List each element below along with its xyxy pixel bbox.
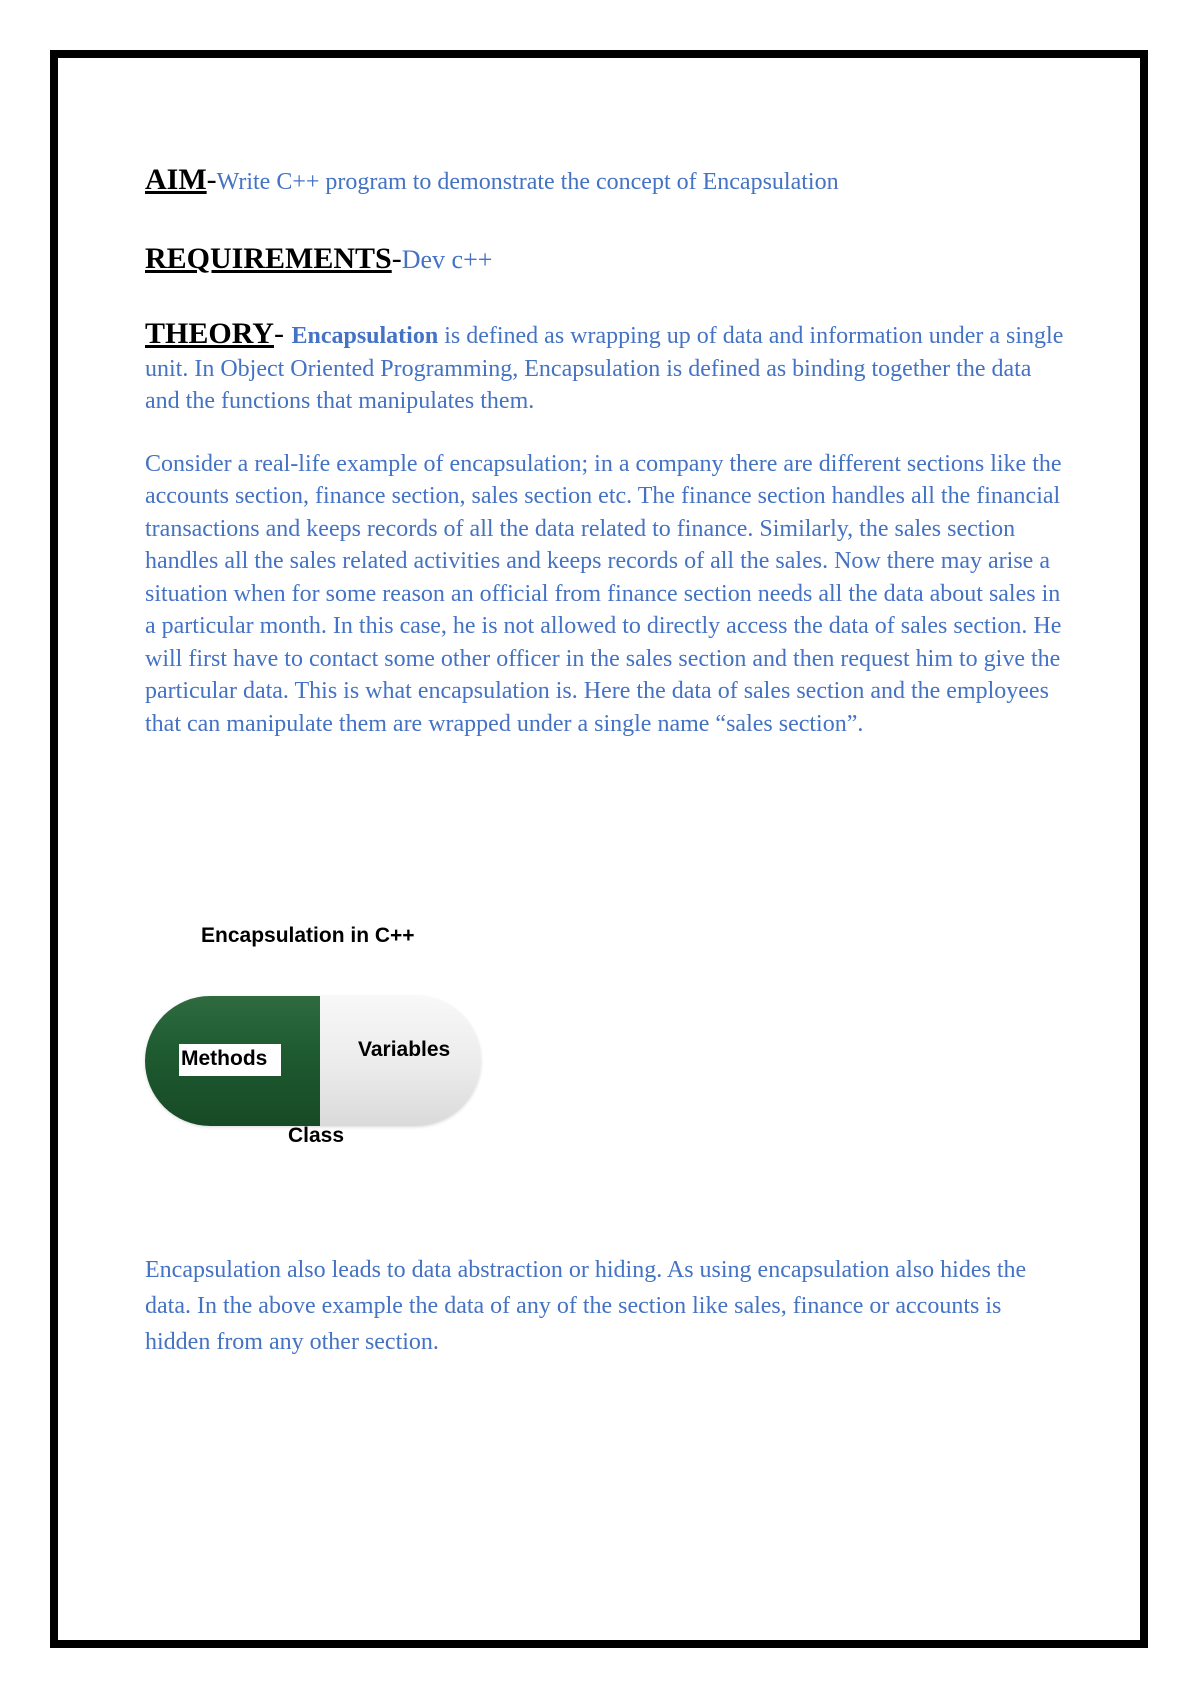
theory-para1-text: is defined as wrapping up of data and information under a single unit. In Object Oriented Programming, Encapsulation is defined as binding together the data and the functions that manipulates them. <box>145 323 1064 414</box>
theory-section <box>145 318 1065 740</box>
requirements-section <box>145 239 1065 284</box>
aim-label: AIM <box>145 163 207 196</box>
diagram-title: Encapsulation in C++ <box>201 924 415 947</box>
encapsulation-diagram <box>145 918 485 1158</box>
theory-paragraph-1 <box>145 318 1065 418</box>
theory-label: THEORY <box>145 317 274 350</box>
theory-paragraph-2: Consider a real-life example of encapsulation; in a company there are different sections like the accounts section, finance section, sales section etc. The finance section handles all the financial transactions and keeps records of all the data related to finance. Similarly, the sales section handles all the sales related activities and keeps records of all the sales. Now there may arise a situation when for some reason an official from finance section needs all the data about sales in a particular month. In this case, he is not allowed to directly access the data of sales section. He will first have to contact some other officer in the sales section and then request him to give the particular data. This is what encapsulation is. Here the data of sales section and the employees that can manipulate them are wrapped under a single name “sales section”. <box>145 450 1062 737</box>
class-label: Class <box>288 1124 345 1147</box>
methods-label: Methods <box>179 1044 281 1076</box>
closing-paragraph: Encapsulation also leads to data abstraction or hiding. As using encapsulation also hides the data. In the above example the data of any of the section like sales, finance or accounts is hidden from any other section. <box>145 1257 1027 1355</box>
theory-term: Encapsulation <box>291 323 439 349</box>
aim-section <box>145 160 1065 205</box>
requirements-label: REQUIREMENTS <box>145 242 392 275</box>
theory-dash: - <box>273 317 292 350</box>
requirements-text: Dev c++ <box>401 245 493 274</box>
aim-dash: - <box>206 163 217 196</box>
variables-label: Variables <box>358 1038 451 1061</box>
capsule-shape <box>145 996 481 1126</box>
requirements-dash: - <box>391 242 402 275</box>
aim-text: Write C++ program to demonstrate the concept of Encapsulation <box>216 169 839 195</box>
document-content <box>145 160 1065 740</box>
